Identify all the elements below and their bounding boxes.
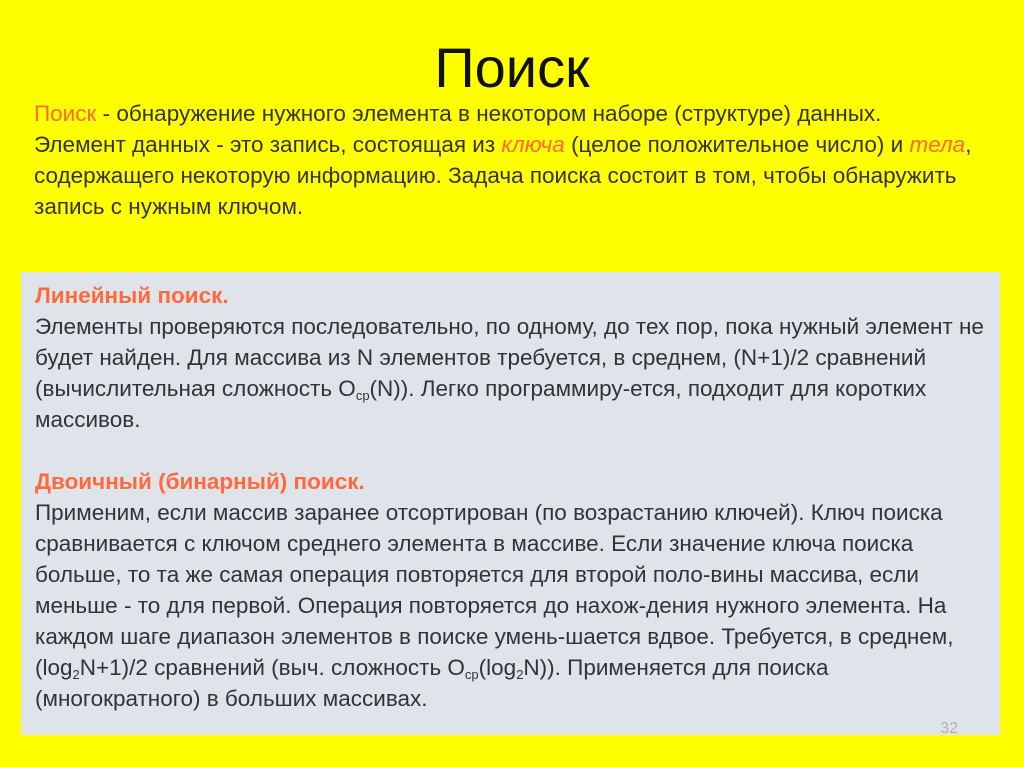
search-definition: - обнаружение нужного элемента в некотором наборе (структуре) данных. <box>96 101 882 126</box>
linear-search-section <box>35 280 990 435</box>
binary-search-heading: Двоичный (бинарный) поиск. <box>35 469 365 494</box>
element-definition-part1: Элемент данных - это запись, состоящая из <box>34 132 502 157</box>
binary-subscript-b: ср <box>464 667 479 682</box>
binary-text-c: (log <box>478 655 517 680</box>
slide-title: Поиск <box>434 36 590 99</box>
linear-text-b: (N)). Легко программиру-ется, подходит для коротких массивов. <box>35 376 927 432</box>
binary-subscript-a: 2 <box>72 667 80 682</box>
binary-search-text <box>35 500 954 711</box>
key-term: ключа <box>501 132 565 157</box>
binary-text-a: Применим, если массив заранее отсортирован (по возрастанию ключей). Ключ поиска сравнивается с ключом среднего элемента в массиве. Если значение ключа поиска больше, то та же самая операция повторяется для второй поло-вины массива, если меньше - то для первой. Операция повторяется до нахож-дения нужного элемента. На каждом шаге диапазон элементов в поиске умень-шается вдвое. Требуется, в среднем, (log <box>35 500 954 680</box>
element-definition-part2: (целое положительное число) и <box>564 132 910 157</box>
linear-search-text <box>35 314 984 432</box>
search-methods-panel <box>21 272 1000 735</box>
linear-search-heading: Линейный поиск. <box>35 283 229 308</box>
binary-search-section <box>35 466 990 714</box>
binary-subscript-c: 2 <box>516 667 524 682</box>
page-number: 32 <box>940 720 958 737</box>
binary-text-d: N)). Применяется для поиска (многократного) в больших массивах. <box>35 655 829 711</box>
linear-text-a: Элементы проверяются последовательно, по одному, до тех пор, пока нужный элемент не будет найден. Для массива из N элементов требуется, в среднем, (N+1)/2 сравнений (вычислительная сложность O <box>35 314 984 401</box>
binary-text-b: N+1)/2 сравнений (выч. сложность O <box>79 655 465 680</box>
intro-paragraph <box>34 98 1004 222</box>
linear-subscript: ср <box>355 388 370 403</box>
search-term: Поиск <box>34 101 97 126</box>
element-definition-part3: , содержащего некоторую информацию. Задача поиска состоит в том, чтобы обнаружить запись с нужным ключом. <box>34 132 972 219</box>
body-term: тела <box>909 132 966 157</box>
